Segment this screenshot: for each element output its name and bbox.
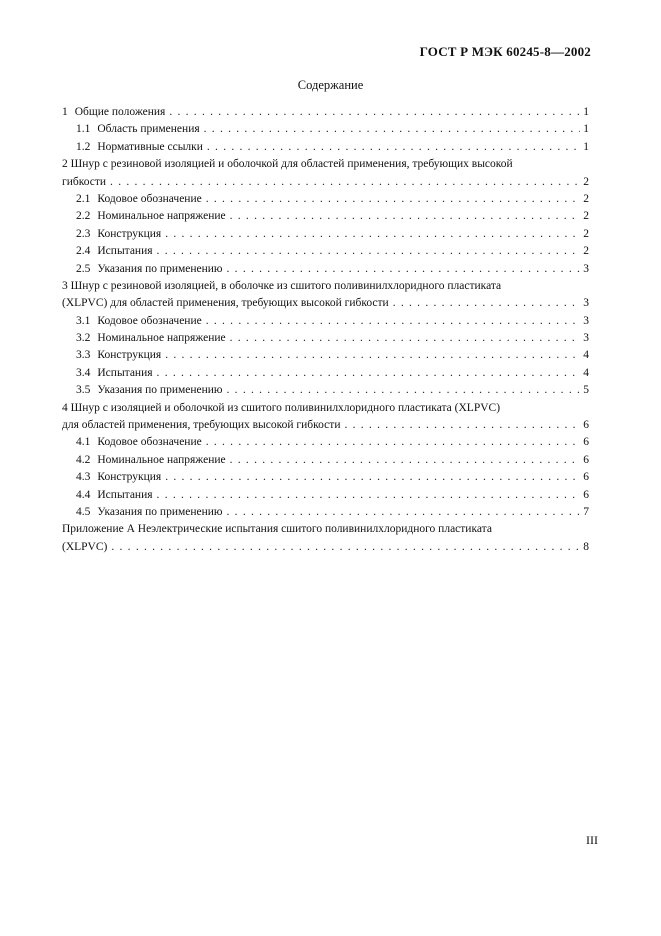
dot-leader [230,330,581,347]
toc-entry-text: Кодовое обозначение [97,436,202,449]
dot-leader [111,539,580,556]
toc-heading-line: Приложение А Неэлектрические испытания сшитого поливинилхлоридного пластиката [62,523,492,536]
toc-entry-number: 1.2 [76,140,91,153]
toc-entry [62,487,589,504]
toc-entry-number: 4.5 [76,505,91,518]
dot-leader [227,261,581,278]
toc-entry-text: Испытания [97,366,153,379]
toc-entry-text: Номинальное напряжение [97,332,226,345]
toc-entry-number: 4.1 [76,436,91,449]
dot-leader [227,382,581,399]
toc-entry-page: 5 [583,384,589,397]
dot-leader [206,191,581,208]
toc-entry-number: 3.2 [76,332,91,345]
toc-entry [62,243,589,260]
toc-entry-number: 3.1 [76,314,91,327]
toc-heading-line: 3 Шнур с резиновой изоляцией, в оболочке из сшитого поливинилхлоридного пластиката [62,279,502,292]
toc-entry-page: 2 [583,245,589,258]
toc-entry [62,347,589,364]
toc-entry [62,261,589,278]
toc-entry [62,104,589,121]
toc-entry-text: Номинальное напряжение [97,453,226,466]
toc-entry-page: 4 [583,349,589,362]
toc-entry-text: Нормативные ссылки [97,140,203,153]
toc-entry-number: 3.4 [76,366,91,379]
toc-entry-text: Указания по применению [97,262,223,275]
toc-entry-number: 3.5 [76,384,91,397]
toc-entry-number: 2.5 [76,262,91,275]
toc-entry-text: Общие положения [74,106,166,118]
toc-entry-text: (XLPVC) [62,540,108,553]
toc-entry [62,174,589,191]
toc-entry-number: 1 [62,106,68,118]
table-of-contents [62,104,589,556]
page-number: III [586,833,598,847]
toc-entry-text: Испытания [97,488,153,501]
toc-entry [62,191,589,208]
toc-entry [62,226,589,243]
toc-entry-page: 2 [583,227,589,240]
toc-entry [62,295,589,312]
toc-entry-page: 8 [583,540,589,553]
toc-entry-number: 2.3 [76,227,91,240]
toc-entry-text: Кодовое обозначение [97,314,202,327]
toc-title: Содержание [297,78,364,92]
toc-entry-number: 2.1 [76,192,91,205]
toc-entry [62,330,589,347]
toc-entry-text: Конструкция [97,227,162,240]
toc-entry [62,539,589,556]
toc-entry-page: 3 [583,262,589,275]
toc-entry [62,504,589,521]
toc-entry-page: 7 [583,505,589,518]
toc-entry-number: 2.2 [76,210,91,223]
toc-entry-page: 2 [583,210,589,223]
toc-entry-number: 1.1 [76,123,91,136]
toc-entry-text: Конструкция [97,349,162,362]
toc-entry [62,139,589,156]
toc-entry-page: 1 [583,140,589,153]
toc-entry-page: 2 [583,192,589,205]
dot-leader [157,243,581,260]
toc-entry [62,121,589,138]
toc-entry-page: 6 [583,436,589,449]
toc-entry [62,365,589,382]
toc-heading-line: 4 Шнур с изоляцией и оболочкой из сшитого поливинилхлоридного пластиката (XLPVC) [62,401,501,414]
toc-entry-page: 3 [583,314,589,327]
dot-leader [230,208,581,225]
toc-entry-text: Указания по применению [97,384,223,397]
toc-entry [62,452,589,469]
toc-entry-page: 6 [583,453,589,466]
toc-entry-text: для областей применения, требующих высокой гибкости [62,419,341,432]
toc-entry-text: Испытания [97,245,153,258]
toc-entry-text: Указания по применению [97,505,223,518]
toc-entry [62,417,589,434]
dot-leader [165,469,580,486]
toc-entry-text: Область применения [97,123,200,136]
toc-entry [62,208,589,225]
toc-entry-page: 2 [583,175,589,188]
dot-leader [157,365,581,382]
dot-leader [207,139,580,156]
dot-leader [157,487,581,504]
dot-leader [344,417,580,434]
toc-entry-number: 3.3 [76,349,91,362]
dot-leader [165,347,580,364]
toc-entry-text: Конструкция [97,471,162,484]
toc-entry-number: 4.3 [76,471,91,484]
toc-entry-page: 1 [583,123,589,136]
toc-entry-number: 2.4 [76,245,91,258]
document-header: ГОСТ Р МЭК 60245-8—2002 [419,44,591,59]
toc-entry-page: 3 [583,297,589,310]
toc-entry [62,434,589,451]
toc-entry-page: 6 [583,471,589,484]
toc-entry-page: 6 [583,419,589,432]
toc-entry-page: 1 [583,106,589,118]
dot-leader [393,295,581,312]
toc-entry [62,469,589,486]
toc-entry-number: 4.4 [76,488,91,501]
dot-leader [206,313,581,330]
toc-entry [62,313,589,330]
dot-leader [204,121,581,138]
toc-entry-text: Кодовое обозначение [97,192,202,205]
toc-entry-text: Номинальное напряжение [97,210,226,223]
dot-leader [165,226,580,243]
dot-leader [169,104,580,121]
dot-leader [110,174,580,191]
toc-entry [62,382,589,399]
dot-leader [227,504,581,521]
toc-entry-page: 4 [583,366,589,379]
toc-entry-text: (XLPVC) для областей применения, требующих высокой гибкости [62,297,389,310]
dot-leader [206,434,581,451]
toc-entry-page: 3 [583,332,589,345]
toc-heading-line: 2 Шнур с резиновой изоляцией и оболочкой для областей применения, требующих высокой [62,158,513,171]
toc-entry-text: гибкости [62,175,107,188]
dot-leader [230,452,581,469]
toc-entry-page: 6 [583,488,589,501]
toc-entry-number: 4.2 [76,453,91,466]
